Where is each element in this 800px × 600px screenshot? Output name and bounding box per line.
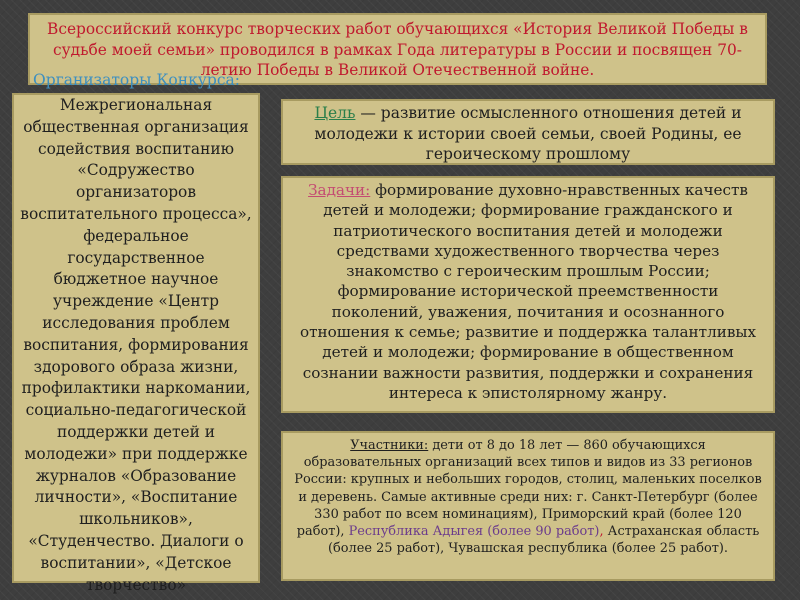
participants-text-2: Астраханская область (более 25 работ), Чувашская республика (более 25 работ).: [327, 524, 760, 557]
participants-text-1: дети от 8 до 18 лет — 860 обучающихся образовательных организаций всех типов и видов из 33 регионов России: крупных и небольших городов, столиц, маленьких поселков и деревень. Самые активные среди них: г. Санкт-Петербург (более 330 работ по всем номинациям), Приморский край (более 120 работ),: [294, 438, 762, 540]
participants-comma: ,: [599, 524, 604, 540]
participants-highlight: Республика Адыгея (более 90 работ): [348, 524, 600, 540]
organizers-label: Организаторы Конкурса:: [33, 71, 240, 89]
goal-label: Цель: [314, 104, 356, 122]
goal-text: — развитие осмысленного отношения детей и молодежи к истории своей семьи, своей Родины, ее героическому прошлому: [314, 104, 742, 163]
tasks-text: формирование духовно-нравственных качеств детей и молодежи; формирование гражданского и патриотического воспитания детей и молодежи средствами художественного творчества через знакомство с героическим прошлым России; формирование исторической преемственности поколений, уважения, почитания и осознанного отношения к семье; развитие и поддержка талантливых детей и молодежи; формирование в общественном сознании важности развития, поддержки и сохранения интереса к эпистолярному жанру.: [299, 181, 757, 402]
goal-box: [281, 99, 775, 165]
participants-label: Участники:: [350, 438, 429, 453]
organizers-box: [12, 93, 260, 594]
tasks-label: Задачи:: [308, 181, 371, 199]
tasks-box: [281, 176, 775, 413]
participants-box: [281, 431, 775, 581]
title-text: Всероссийский конкурс творческих работ обучающихся «История Великой Победы в судьбе моей семьи» проводился в рамках Года литературы в России и посвящен 70-летию Победы в Великой Отечественной войне.: [47, 20, 748, 79]
organizers-text: Межрегиональная общественная организация содействия воспитанию «Содружество организаторов воспитательного процесса», федеральное государственное бюджетное научное учреждение «Центр исследования проблем воспитания, формирования здорового образа жизни, профилактики наркомании, социально-педагогической поддержки детей и молодежи» при поддержке журналов «Образование личности», «Воспитание школьников», «Студенчество. Диалоги о воспитании», «Детское творчество»: [20, 96, 252, 594]
